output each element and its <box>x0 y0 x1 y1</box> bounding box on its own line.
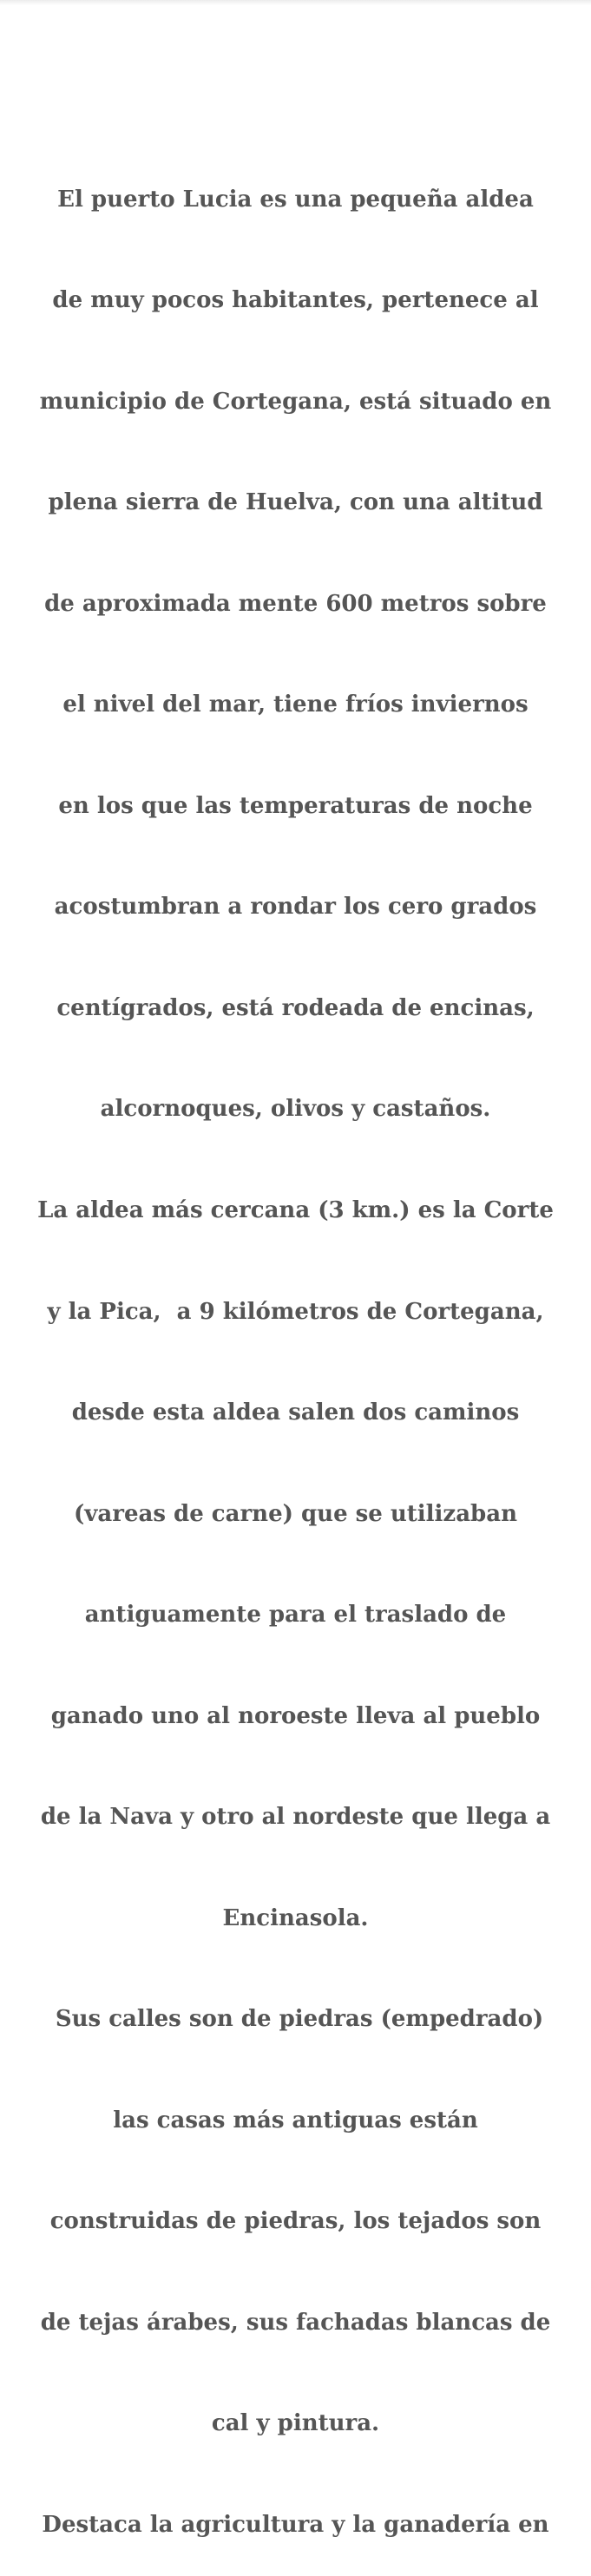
text-line: y la Pica, a 9 kilómetros de Cortegana, <box>47 1298 544 1325</box>
text-line: El puerto Lucia es una pequeña aldea <box>57 186 534 213</box>
text-line: acostumbran a rondar los cero grados <box>54 894 537 921</box>
text-line: municipio de Cortegana, está situado en <box>39 388 552 415</box>
text-line: construidas de piedras, los tejados son <box>49 2208 542 2235</box>
text-line: centígrados, está rodeada de encinas, <box>56 994 535 1021</box>
text-line: desde esta aldea salen dos caminos <box>71 1399 520 1426</box>
text-line: de la Nava y otro al nordeste que llega a <box>40 1804 551 1831</box>
text-line: ganado uno al noroeste lleva al pueblo <box>50 1702 541 1729</box>
text-line: Sus calles son de piedras (empedrado) <box>47 2006 544 2033</box>
article-text <box>0 115 591 2576</box>
text-line: plena sierra de Huelva, con una altitud <box>48 489 543 516</box>
text-line: (vareas de carne) que se utilizaban <box>74 1500 517 1527</box>
text-line: las casas más antiguas están <box>113 2107 478 2134</box>
text-line: en los que las temperaturas de noche <box>58 792 533 819</box>
text-line: alcornoques, olivos y castaños. <box>100 1096 491 1123</box>
text-line: de tejas árabes, sus fachadas blancas de <box>40 2309 551 2336</box>
text-line: cal y pintura. <box>211 2410 380 2437</box>
text-line: de aproximada mente 600 metros sobre <box>44 590 547 617</box>
text-line: el nivel del mar, tiene fríos inviernos <box>62 692 529 718</box>
text-line: Encinasola. <box>222 1904 369 1931</box>
text-line: Destaca la agricultura y la ganadería en <box>42 2511 549 2538</box>
text-line: antiguamente para el traslado de <box>84 1602 507 1629</box>
text-line: de muy pocos habitantes, pertenece al <box>52 287 539 314</box>
top-shadow-bar <box>0 0 591 5</box>
text-line: La aldea más cercana (3 km.) es la Corte <box>37 1197 554 1223</box>
